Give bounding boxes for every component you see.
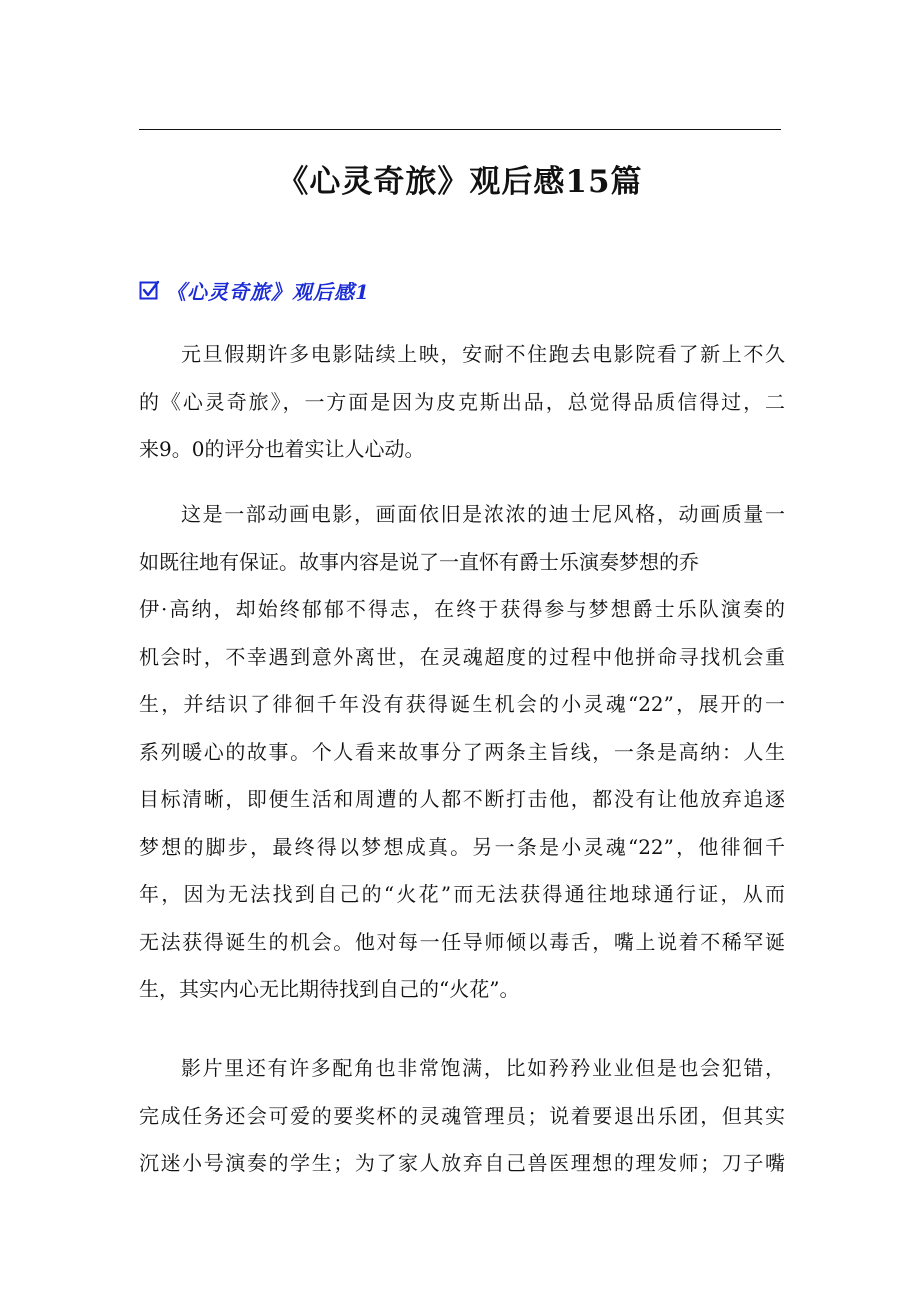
paragraph-line: 机会时，不幸遇到意外离世，在灵魂超度的过程中他拼命寻找机会重 [139,644,785,669]
paragraph-line: 年，因为无法找到自己的“火花”而无法获得通往地球通行证，从而 [139,882,785,906]
paragraph-line: 生，其实内心无比期待找到自己的“火花”。 [139,977,520,1001]
paragraph-line: 无法获得诞生的机会。他对每一任导师倾以毒舌，嘴上说着不稀罕诞 [139,929,785,954]
paragraph-2 [139,491,785,1014]
section-title: 《心灵奇旅》观后感1 [166,279,370,304]
section-heading [139,270,370,310]
paragraph-line: 这是一部动画电影，画面依旧是浓浓的迪士尼风格，动画质量一 [181,502,785,526]
header-rule [139,129,781,130]
paragraph-line: 元旦假期许多电影陆续上映，安耐不住跑去电影院看了新上不久 [181,342,785,366]
paragraph-line: 的《心灵奇旅》，一方面是因为皮克斯出品，总觉得品质信得过，二 [139,389,785,414]
paragraph-line: 完成任务还会可爱的要奖杯的灵魂管理员；说着要退出乐团，但其实 [139,1103,785,1128]
paragraph-line: 影片里还有许多配角也非常饱满，比如矜矜业业但是也会犯错， [181,1056,785,1080]
paragraph-line: 目标清晰，即便生活和周遭的人都不断打击他，都没有让他放弃追逐 [139,787,785,811]
checkbox-checked-icon [139,280,160,301]
paragraph-1 [139,331,785,474]
paragraph-line: 生，并结识了徘徊千年没有获得诞生机会的小灵魂“22”，展开的一 [139,692,785,716]
paragraph-line: 如既往地有保证。故事内容是说了一直怀有爵士乐演奏梦想的乔 [139,549,699,574]
paragraph-line: 来9。0的评分也着实让人心动。 [139,437,425,461]
document-title: 《心灵奇旅》观后感15篇 [277,164,643,200]
paragraph-line: 系列暖心的故事。个人看来故事分了两条主旨线，一条是高纳：人生 [139,739,785,764]
paragraph-line: 沉迷小号演奏的学生；为了家人放弃自己兽医理想的理发师；刀子嘴 [139,1151,785,1175]
paragraph-line: 伊·高纳，却始终郁郁不得志，在终于获得参与梦想爵士乐队演奏的 [139,597,785,621]
paragraph-3 [139,1045,785,1188]
paragraph-line: 梦想的脚步，最终得以梦想成真。另一条是小灵魂“22”，他徘徊千 [139,834,785,859]
